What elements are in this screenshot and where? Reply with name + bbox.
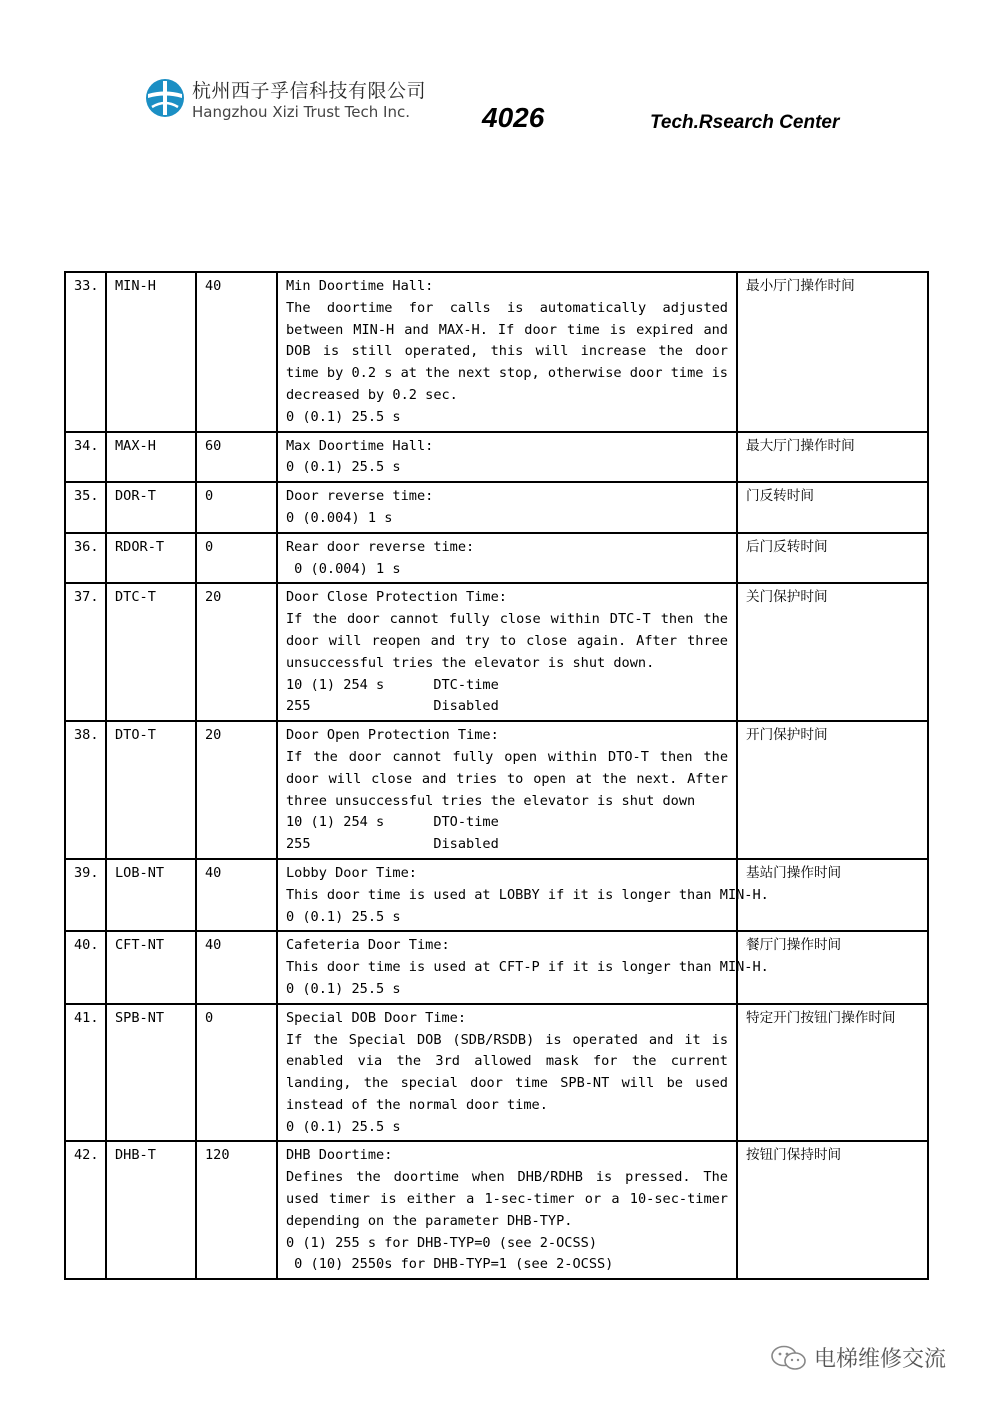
description-line: Defines the doortime when DHB/RDHB is pressed. The used timer is either a 1-sec-timer or a 10-sec-timer depending on the parameter DHB-TYP. xyxy=(286,1169,728,1229)
parameter-number: 42. xyxy=(65,1141,106,1279)
parameter-description xyxy=(277,1004,737,1142)
document-code: 4026 xyxy=(482,102,545,133)
parameter-chinese-name: 后门反转时间 xyxy=(737,533,928,584)
parameter-default: 0 xyxy=(196,533,277,584)
company-name-en: Hangzhou Xizi Trust Tech Inc. xyxy=(192,103,410,121)
description-line: Door Close Protection Time: xyxy=(286,589,507,606)
parameter-description xyxy=(277,482,737,533)
parameter-name: RDOR-T xyxy=(106,533,196,584)
description-line: 0 (0.1) 25.5 s xyxy=(286,908,401,925)
parameter-description xyxy=(277,272,737,432)
parameter-name: CFT-NT xyxy=(106,931,196,1003)
description-line: 10 (1) 254 s DTO-time xyxy=(286,814,499,831)
description-line: 255 Disabled xyxy=(286,698,499,715)
table-row xyxy=(65,533,928,584)
parameter-default: 40 xyxy=(196,931,277,1003)
parameter-name: MAX-H xyxy=(106,432,196,483)
table-row xyxy=(65,1004,928,1142)
description-line: 0 (0.1) 25.5 s xyxy=(286,1118,401,1135)
company-logo-icon xyxy=(144,77,186,119)
parameter-default: 40 xyxy=(196,859,277,931)
description-line: 10 (1) 254 s DTC-time xyxy=(286,676,499,693)
parameter-name: SPB-NT xyxy=(106,1004,196,1142)
description-line: 0 (0.004) 1 s xyxy=(286,509,393,526)
parameter-table xyxy=(64,271,929,1280)
description-line: 0 (0.1) 25.5 s xyxy=(286,408,401,425)
parameter-default: 20 xyxy=(196,721,277,859)
company-name-cn: 杭州西子孚信科技有限公司 xyxy=(192,80,427,102)
parameter-default: 20 xyxy=(196,583,277,721)
parameter-name: DOR-T xyxy=(106,482,196,533)
parameter-description xyxy=(277,1141,737,1279)
parameter-description xyxy=(277,931,769,1003)
table-row xyxy=(65,859,928,931)
parameter-description xyxy=(277,721,737,859)
parameter-default: 0 xyxy=(196,482,277,533)
parameter-name: DTO-T xyxy=(106,721,196,859)
parameter-name: LOB-NT xyxy=(106,859,196,931)
company-logo xyxy=(144,72,427,130)
parameter-chinese-name: 特定开门按钮门操作时间 xyxy=(737,1004,928,1142)
parameter-chinese-name: 最小厅门操作时间 xyxy=(737,272,928,432)
parameter-default: 0 xyxy=(196,1004,277,1142)
parameter-description xyxy=(277,859,769,931)
table-row xyxy=(65,931,928,1003)
parameter-number: 37. xyxy=(65,583,106,721)
parameter-number: 41. xyxy=(65,1004,106,1142)
watermark-text: 电梯维修交流 xyxy=(814,1347,947,1372)
parameter-number: 35. xyxy=(65,482,106,533)
description-line: Min Doortime Hall: xyxy=(286,278,434,294)
description-line: This door time is used at CFT-P if it is longer than MIN-H. xyxy=(286,959,769,976)
description-line: DHB Doortime: xyxy=(286,1147,393,1164)
parameter-number: 40. xyxy=(65,931,106,1003)
description-line: Special DOB Door Time: xyxy=(286,1009,467,1026)
parameter-name: MIN-H xyxy=(106,272,196,432)
parameter-chinese-name: 按钮门保持时间 xyxy=(737,1141,928,1279)
description-line: Max Doortime Hall: xyxy=(286,437,434,454)
description-line: If the Special DOB (SDB/RSDB) is operated and it is enabled via the 3rd allowed mask for the current landing, the special door time SPB-NT will be used instead of the normal door time. xyxy=(286,1031,728,1113)
description-line: If the door cannot fully open within DTO-T then the door will close and tries to open at the next. After three unsuccessful tries the elevator is shut down xyxy=(286,748,728,809)
parameter-chinese-name: 基站门操作时间 xyxy=(737,859,928,931)
parameter-chinese-name: 餐厅门操作时间 xyxy=(737,931,928,1003)
parameter-name: DTC-T xyxy=(106,583,196,721)
description-line: If the door cannot fully close within DTC-T then the door will reopen and try to close again. After three unsuccessful tries the elevator is shut down. xyxy=(286,611,728,671)
parameter-number: 36. xyxy=(65,533,106,584)
table-row xyxy=(65,721,928,859)
parameter-description xyxy=(277,432,737,483)
table-row xyxy=(65,482,928,533)
description-line: 0 (1) 255 s for DHB-TYP=0 (see 2-OCSS) xyxy=(286,1234,597,1251)
parameter-number: 34. xyxy=(65,432,106,483)
table-row xyxy=(65,272,928,432)
description-line: 255 Disabled xyxy=(286,836,499,853)
description-line: This door time is used at LOBBY if it is longer than MIN-H. xyxy=(286,886,769,903)
parameter-chinese-name: 门反转时间 xyxy=(737,482,928,533)
description-line: Rear door reverse time: xyxy=(286,538,475,555)
table-row xyxy=(65,583,928,721)
parameter-description xyxy=(277,533,737,584)
description-line: Door Open Protection Time: xyxy=(286,727,499,744)
parameter-name: DHB-T xyxy=(106,1141,196,1279)
description-line: 0 (10) 2550s for DHB-TYP=1 (see 2-OCSS) xyxy=(286,1256,614,1273)
parameter-chinese-name: 开门保护时间 xyxy=(737,721,928,859)
parameter-chinese-name: 最大厅门操作时间 xyxy=(737,432,928,483)
parameter-default: 40 xyxy=(196,272,277,432)
parameter-number: 39. xyxy=(65,859,106,931)
parameter-default: 120 xyxy=(196,1141,277,1279)
table-row xyxy=(65,1141,928,1279)
parameter-chinese-name: 关门保护时间 xyxy=(737,583,928,721)
parameter-number: 38. xyxy=(65,721,106,859)
description-line: 0 (0.004) 1 s xyxy=(286,560,401,577)
wechat-icon xyxy=(768,1343,810,1373)
parameter-number: 33. xyxy=(65,272,106,432)
parameter-default: 60 xyxy=(196,432,277,483)
table-row xyxy=(65,432,928,483)
description-line: The doortime for calls is automatically adjusted between MIN-H and MAX-H. If door time is expired and DOB is still operated, this will increase the door time by 0.2 s at the next stop, otherwise door time is decreased by 0.2 sec. xyxy=(286,299,728,403)
department-title: Tech.Rsearch Center xyxy=(650,112,840,133)
parameter-table-body xyxy=(65,272,928,1279)
description-line: Lobby Door Time: xyxy=(286,864,417,881)
description-line: 0 (0.1) 25.5 s xyxy=(286,980,401,997)
description-line: 0 (0.1) 25.5 s xyxy=(286,459,401,476)
watermark xyxy=(768,1342,946,1376)
description-line: Door reverse time: xyxy=(286,488,434,505)
parameter-description xyxy=(277,583,737,721)
description-line: Cafeteria Door Time: xyxy=(286,937,450,954)
